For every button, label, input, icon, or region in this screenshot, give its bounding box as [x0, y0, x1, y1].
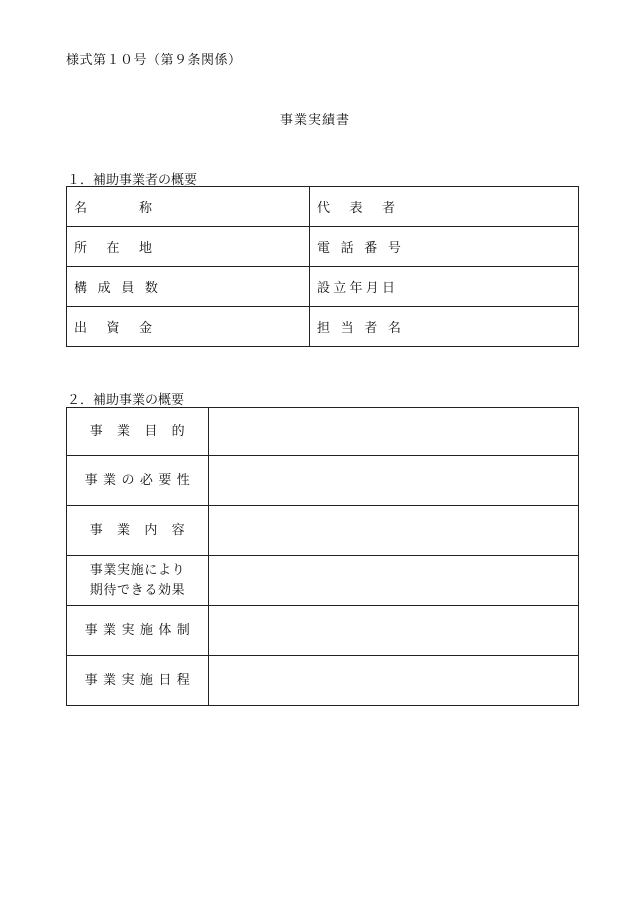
project-overview-table — [66, 407, 579, 706]
row-label-content: 事 業 内 容 — [67, 506, 209, 556]
row-value-structure — [209, 606, 579, 656]
table-row — [67, 307, 579, 347]
field-label-contact-person: 担 当 者 名 — [310, 307, 579, 347]
section-2-heading: ２．補助事業の概要 — [67, 393, 185, 408]
field-label-phone: 電 話 番 号 — [310, 227, 579, 267]
label-line: 期待できる効果 — [89, 582, 186, 598]
field-label-established: 設立年月日 — [310, 267, 579, 307]
field-label-address: 所 在 地 — [67, 227, 310, 267]
label-line: 事業実施により — [89, 562, 186, 578]
field-label-capital: 出 資 金 — [67, 307, 310, 347]
table-row — [67, 227, 579, 267]
table-row — [67, 606, 579, 656]
row-value-content — [209, 506, 579, 556]
field-label-representative: 代 表 者 — [310, 187, 579, 227]
field-label-name: 名 称 — [67, 187, 310, 227]
row-label-structure: 事 業 実 施 体 制 — [67, 606, 209, 656]
applicant-overview-table — [66, 186, 579, 347]
table-row — [67, 656, 579, 706]
table-row — [67, 456, 579, 506]
row-label-expected-effect — [67, 556, 209, 606]
row-value-schedule — [209, 656, 579, 706]
row-value-expected-effect — [209, 556, 579, 606]
document-title: 事業実績書 — [279, 113, 350, 128]
table-row — [67, 408, 579, 456]
table-row — [67, 556, 579, 606]
form-number: 様式第１０号（第９条関係） — [66, 53, 242, 68]
table-row — [67, 506, 579, 556]
table-row — [67, 267, 579, 307]
row-value-necessity — [209, 456, 579, 506]
section-1-heading: １．補助事業者の概要 — [67, 173, 198, 188]
row-label-schedule: 事 業 実 施 日 程 — [67, 656, 209, 706]
field-label-members: 構 成 員 数 — [67, 267, 310, 307]
row-label-purpose: 事 業 目 的 — [67, 408, 209, 456]
table-row — [67, 187, 579, 227]
row-label-necessity: 事 業 の 必 要 性 — [67, 456, 209, 506]
row-value-purpose — [209, 408, 579, 456]
